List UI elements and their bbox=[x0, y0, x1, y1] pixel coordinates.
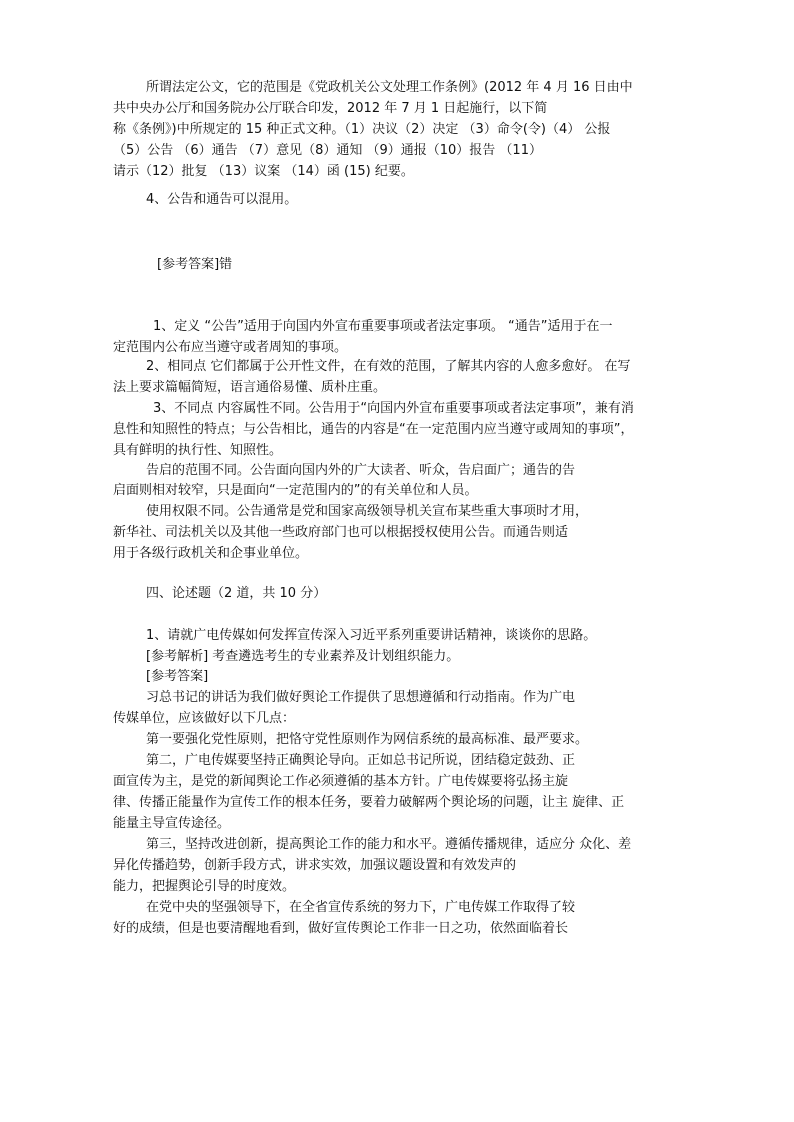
text-line: 律、传播正能量作为宣传工作的根本任务，要着力破解两个舆论场的问题，让主 旋律、正 bbox=[113, 795, 625, 810]
text-line: 新华社、司法机关以及其他一些政府部门也可以根据授权使用公告。而通告则适 bbox=[113, 525, 569, 540]
answer-label: [参考答案]错 bbox=[157, 257, 233, 272]
text-line: （5）公告 （6）通告 （7）意见（8）通知 （9）通报（10）报告 （11） bbox=[113, 143, 542, 158]
text-line: 共中央办公厅和国务院办公厅联合印发，2012 年 7 月 1 日起施行，以下简 bbox=[113, 101, 548, 116]
text-line: 好的成绩，但是也要清醒地看到，做好宣传舆论工作非一日之功，依然面临着长 bbox=[113, 921, 569, 936]
text-line: 用于各级行政机关和企事业单位。 bbox=[113, 546, 309, 561]
text-line: 法上要求篇幅简短，语言通俗易懂、质朴庄重。 bbox=[113, 380, 387, 395]
text-line: 具有鲜明的执行性、知照性。 bbox=[113, 443, 283, 458]
text-line: 启面则相对较窄，只是面向“一定范围内的”的有关单位和人员。 bbox=[113, 483, 478, 498]
text-line: 第三，坚持改进创新，提高舆论工作的能力和水平。遵循传播规律，适应分 众化、差 bbox=[146, 837, 632, 852]
text-line: 面宣传为主，是党的新闻舆论工作必须遵循的基本方针。广电传媒要将弘扬主旋 bbox=[113, 774, 569, 789]
text-line: 请示（12）批复 （13）议案 （14）函 (15) 纪要。 bbox=[113, 164, 414, 179]
question-line: 1、请就广电传媒如何发挥宣传深入习近平系列重要讲话精神，谈谈你的思路。 bbox=[146, 628, 597, 643]
analysis-line: [参考解析] 考查遴选考生的专业素养及计划组织能力。 bbox=[146, 649, 460, 664]
text-line: 1、定义 “公告”适用于向国内外宣布重要事项或者法定事项。 “通告”适用于在一 bbox=[153, 319, 613, 334]
text-line: 定范围内公布应当遵守或者周知的事项。 bbox=[113, 340, 348, 355]
text-line: 第一要强化党性原则，把恪守党性原则作为网信系统的最高标准、最严要求。 bbox=[146, 732, 589, 747]
text-line: 第二，广电传媒要坚持正确舆论导向。正如总书记所说，团结稳定鼓劲、正 bbox=[146, 753, 576, 768]
text-line: 2、相同点 它们都属于公开性文件，在有效的范围，了解其内容的人愈多愈好。 在写 bbox=[146, 359, 631, 374]
section-heading: 四、论述题（2 道，共 10 分） bbox=[146, 586, 327, 601]
text-line: 习总书记的讲话为我们做好舆论工作提供了思想遵循和行动指南。作为广电 bbox=[146, 690, 576, 705]
text-line: 称《条例》)中所规定的 15 种正式文种。（1）决议（2）决定 （3）命令(令)（4） 公报 bbox=[113, 122, 611, 137]
answer-label: [参考答案] bbox=[146, 669, 209, 684]
text-line: 传媒单位，应该做好以下几点： bbox=[113, 711, 296, 726]
text-line: 异化传播趋势，创新手段方式，讲求实效，加强议题设置和有效发声的 bbox=[113, 858, 517, 873]
text-line: 所谓法定公文，它的范围是《党政机关公文处理工作条例》(2012 年 4 月 16 日由中 bbox=[146, 80, 633, 95]
text-line: 能力，把握舆论引导的时度效。 bbox=[113, 879, 296, 894]
text-line: 告启的范围不同。公告面向国内外的广大读者、听众，告启面广；通告的告 bbox=[146, 463, 576, 478]
text-line: 息性和知照性的特点；与公告相比，通告的内容是“在一定范围内应当遵守或周知的事项”， bbox=[113, 422, 634, 437]
text-line: 使用权限不同。公告通常是党和国家高级领导机关宣布某些重大事项时才用， bbox=[146, 504, 589, 519]
text-line: 在党中央的坚强领导下，在全省宣传系统的努力下，广电传媒工作取得了较 bbox=[146, 900, 576, 915]
text-line: 能量主导宣传途径。 bbox=[113, 816, 231, 831]
text-line: 3、不同点 内容属性不同。公告用于“向国内外宣布重要事项或者法定事项”，兼有消 bbox=[153, 401, 634, 416]
question-line: 4、公告和通告可以混用。 bbox=[146, 192, 298, 207]
